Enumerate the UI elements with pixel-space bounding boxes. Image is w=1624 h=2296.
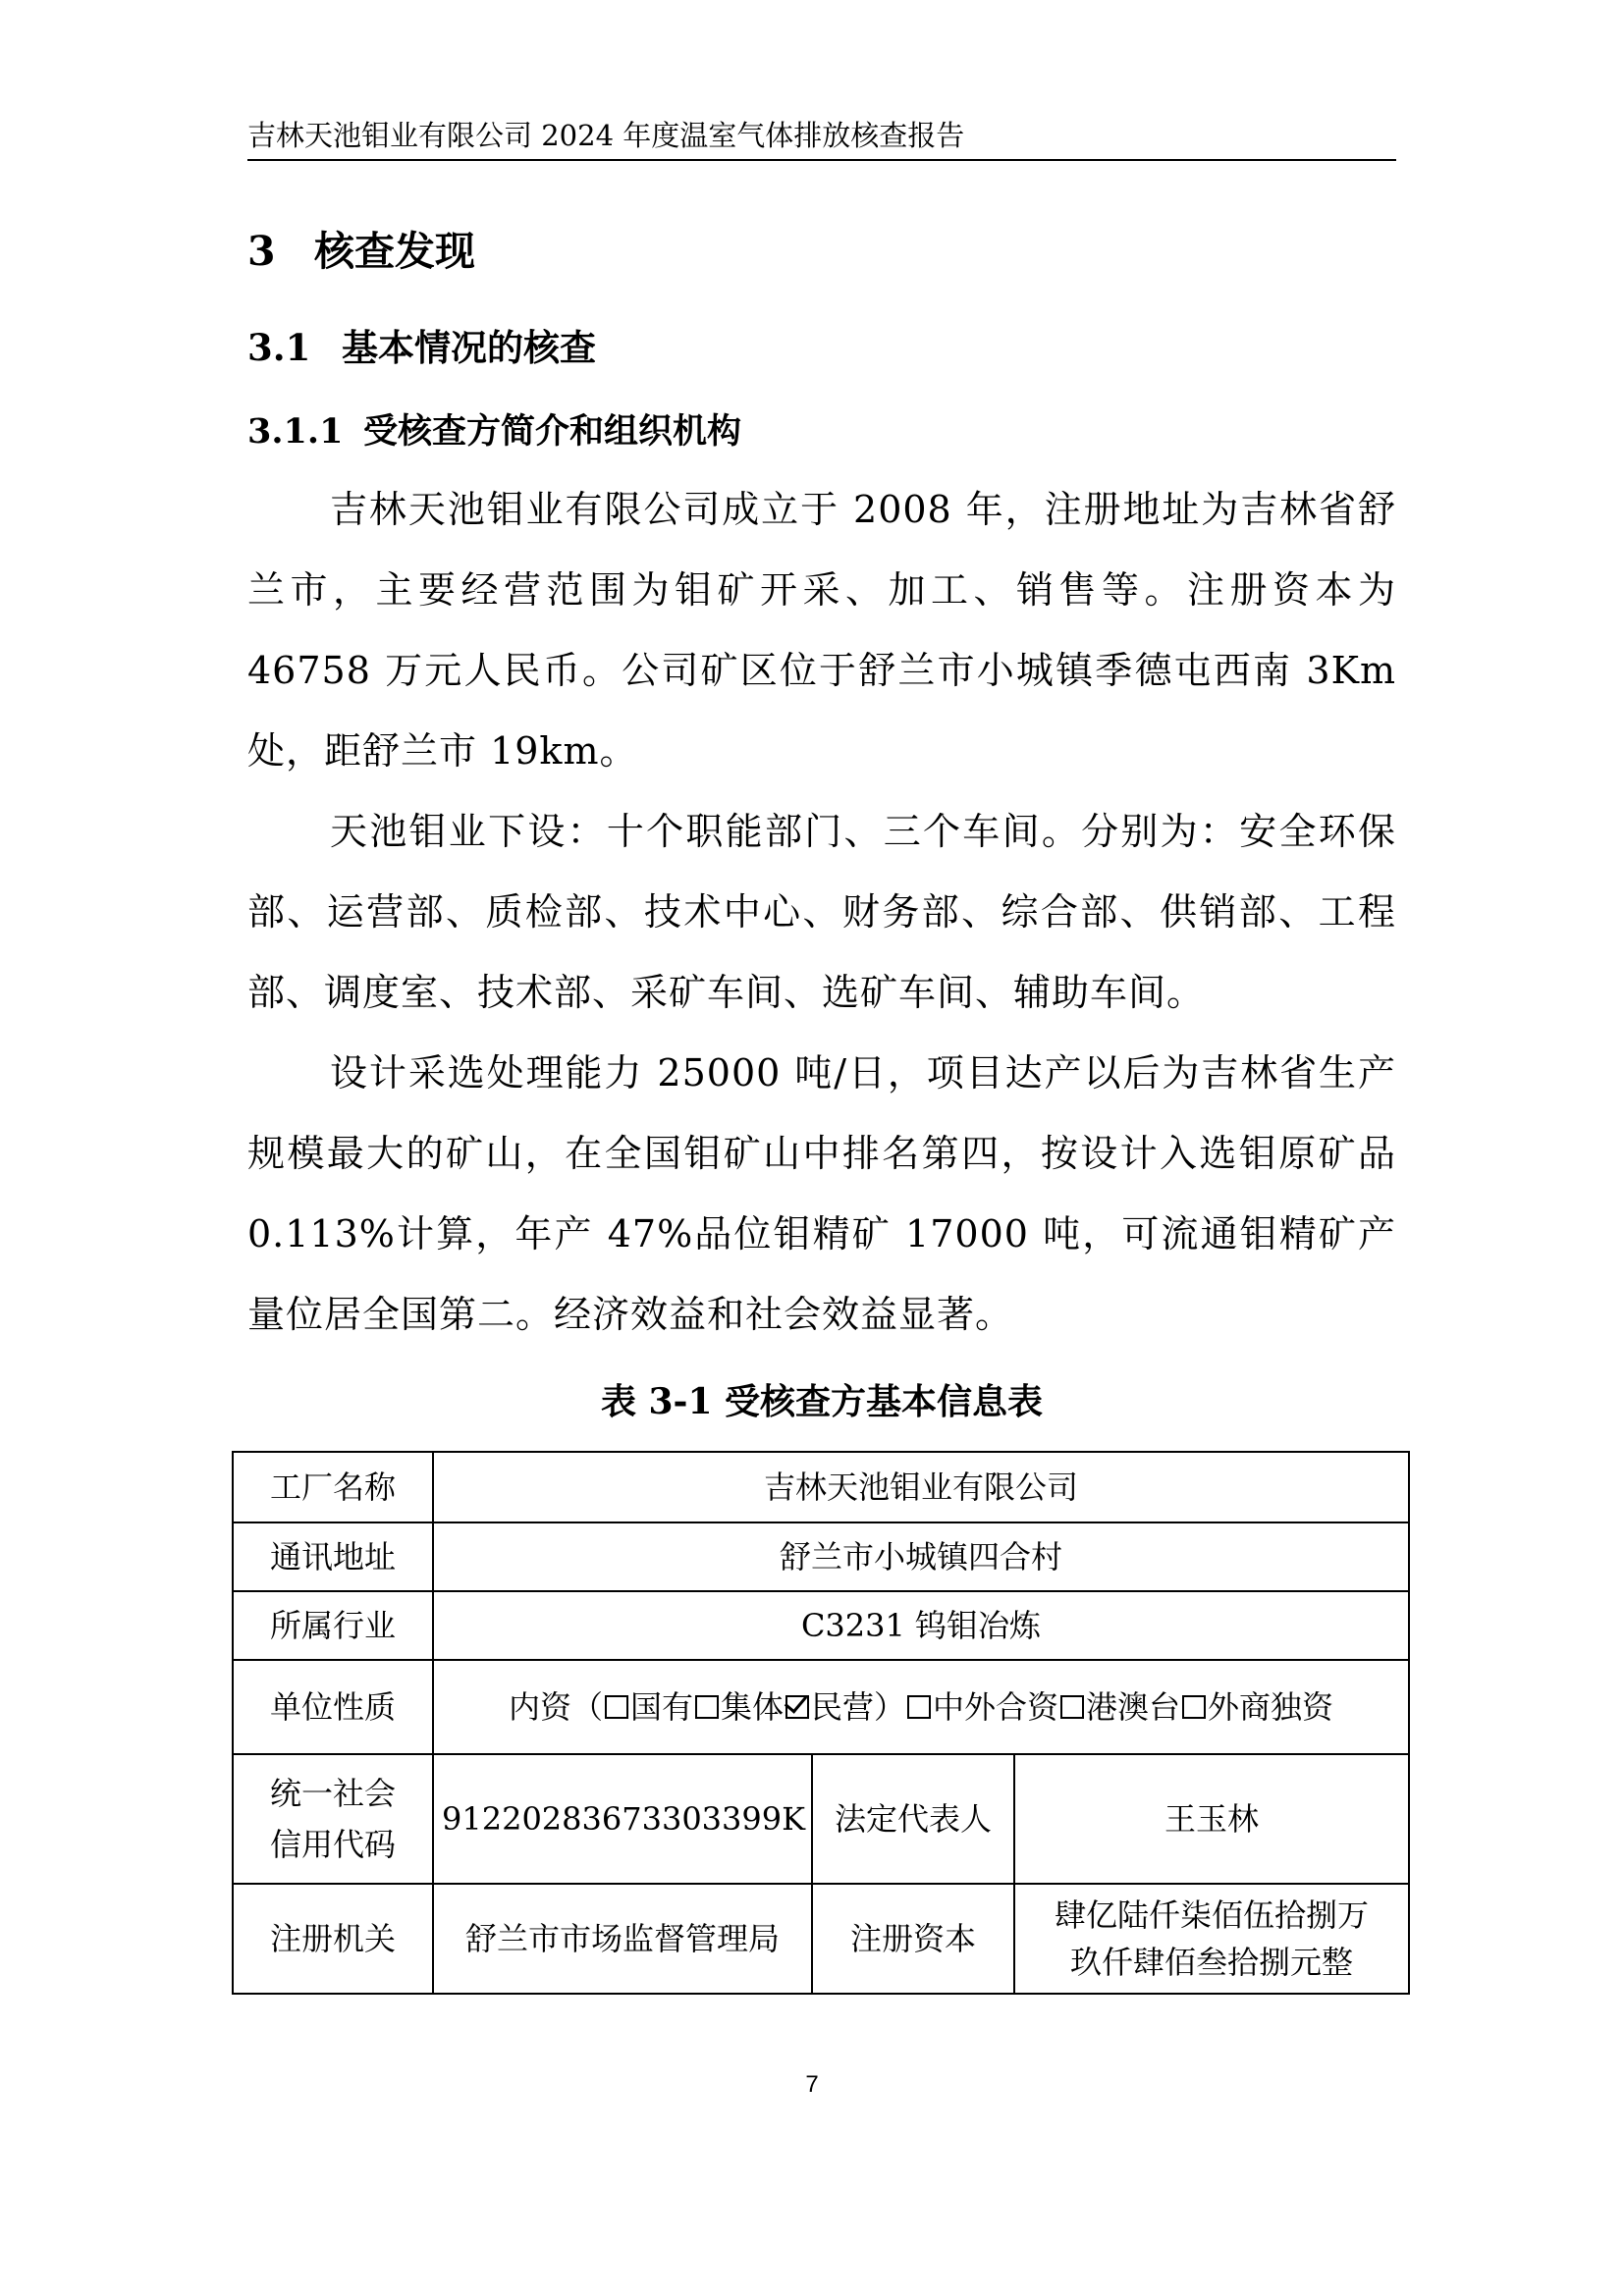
checkbox-foreign <box>1182 1695 1206 1719</box>
table-row <box>233 1660 1409 1754</box>
credit-code-label-line1: 统一社会 <box>269 1775 396 1812</box>
option-joint-venture: 中外合资 <box>933 1688 1059 1726</box>
option-collective: 集体 <box>720 1688 784 1726</box>
section-number: 3 <box>247 228 276 275</box>
nature-options <box>433 1660 1409 1754</box>
section-title: 核查发现 <box>314 228 475 275</box>
option-foreign: 外商独资 <box>1208 1688 1334 1726</box>
option-private: 民营 <box>810 1688 874 1726</box>
reg-capital-value-line2: 玖仟肆佰叁拾捌元整 <box>1069 1944 1353 1981</box>
paragraph-intro: 吉林天池钼业有限公司成立于 2008 年，注册地址为吉林省舒兰市，主要经营范围为钼矿开采、加工、销售等。注册资本为 46758 万元人民币。公司矿区位于舒兰市小城镇季德屯西南 3Km 处，距舒兰市 19km。 <box>247 488 1396 773</box>
option-hmt: 港澳台 <box>1086 1688 1181 1726</box>
paragraph-departments: 天池钼业下设：十个职能部门、三个车间。分别为：安全环保部、运营部、质检部、技术中心、财务部、综合部、供销部、工程部、调度室、技术部、采矿车间、选矿车间、辅助车间。 <box>247 810 1396 1014</box>
subsection-heading <box>247 320 596 375</box>
factory-name-label: 工厂名称 <box>233 1452 433 1522</box>
checkbox-private-checked <box>785 1695 809 1719</box>
legal-rep-value: 王玉林 <box>1014 1754 1409 1884</box>
table-row <box>233 1452 1409 1522</box>
checkbox-hmt <box>1060 1695 1084 1719</box>
nature-close: ） <box>874 1688 906 1726</box>
subsubsection-heading <box>247 406 741 457</box>
credit-code-label-line2: 信用代码 <box>269 1826 396 1863</box>
reg-authority-label: 注册机关 <box>233 1884 433 1994</box>
subsubsection-title: 受核查方简介和组织机构 <box>363 411 742 452</box>
checkbox-collective <box>695 1695 719 1719</box>
reg-authority-value: 舒兰市市场监督管理局 <box>433 1884 812 1994</box>
basic-info-table <box>232 1451 1410 1995</box>
industry-label: 所属行业 <box>233 1591 433 1660</box>
legal-rep-label: 法定代表人 <box>812 1754 1014 1884</box>
reg-capital-label: 注册资本 <box>812 1884 1014 1994</box>
table-row <box>233 1754 1409 1884</box>
address-value: 舒兰市小城镇四合村 <box>433 1522 1409 1591</box>
section-heading <box>247 222 475 281</box>
factory-name-value: 吉林天池钼业有限公司 <box>433 1452 1409 1522</box>
header-rule <box>247 159 1396 161</box>
nature-label: 单位性质 <box>233 1660 433 1754</box>
industry-value: C3231 钨钼冶炼 <box>433 1591 1409 1660</box>
table-row <box>233 1884 1409 1994</box>
subsection-number: 3.1 <box>247 326 311 369</box>
reg-capital-value <box>1014 1884 1409 1994</box>
paragraph-capacity: 设计采选处理能力 25000 吨/日，项目达产以后为吉林省生产规模最大的矿山，在全国钼矿山中排名第四，按设计入选钼原矿品 0.113%计算，年产 47%品位钼精矿 17000 吨，可流通钼精矿产量位居全国第二。经济效益和社会效益显著。 <box>247 1051 1396 1336</box>
credit-code-value: 91220283673303399K <box>433 1754 812 1884</box>
running-header: 吉林天池钼业有限公司 2024 年度温室气体排放核查报告 <box>247 119 965 152</box>
reg-capital-value-line1: 肆亿陆仟柒佰伍拾捌万 <box>1054 1896 1369 1934</box>
subsection-title: 基本情况的核查 <box>342 326 596 369</box>
credit-code-label <box>233 1754 433 1884</box>
table-row <box>233 1522 1409 1591</box>
address-label: 通讯地址 <box>233 1522 433 1591</box>
subsubsection-number: 3.1.1 <box>247 411 344 452</box>
table-caption: 表 3-1 受核查方基本信息表 <box>600 1381 1044 1422</box>
checkbox-state-owned <box>605 1695 628 1719</box>
table-row <box>233 1591 1409 1660</box>
checkbox-joint-venture <box>907 1695 931 1719</box>
page-number: 7 <box>805 2071 819 2098</box>
nature-prefix: 内资（ <box>508 1688 603 1726</box>
option-state-owned: 国有 <box>629 1688 693 1726</box>
